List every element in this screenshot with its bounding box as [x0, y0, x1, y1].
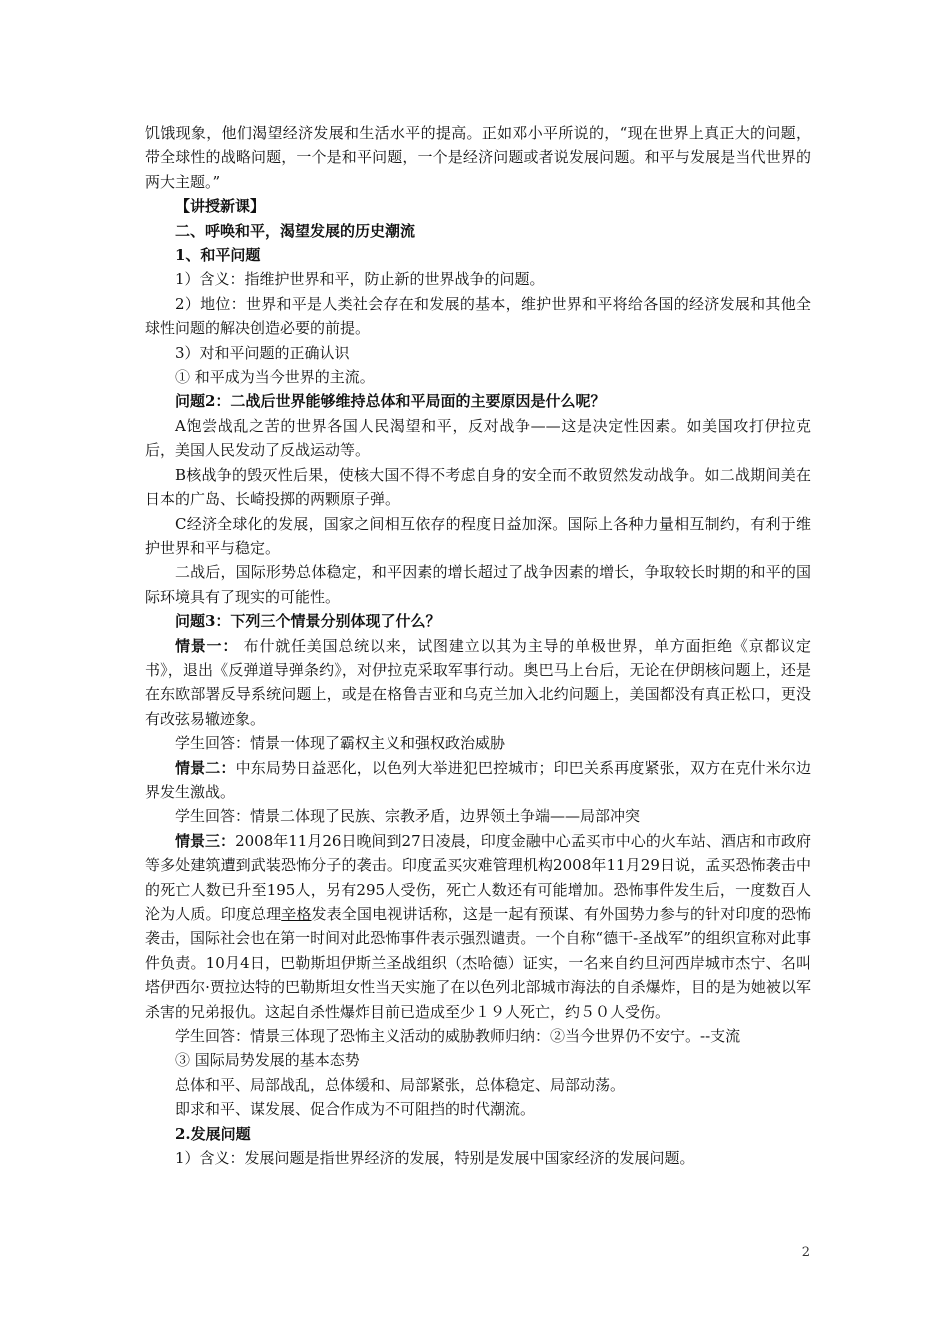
scenario-text: 发表全国电视讲话称，这是一起有预谋、有外国势力参与的针对印度的恐怖袭击，国际社会也在第一时间对此恐怖事件表示强烈谴责。一个自称“德干-圣战军”的组织宣称对此事件负责。10月4日，巴勒斯坦伊斯兰圣战组织（杰哈德）证实，一名来自约旦河西岸城市杰宁、名叫塔伊西尔·贾拉达特的巴勒斯坦女性当天实施了在以色列北部城市海法的自杀爆炸，目的是为她被以军杀害的兄弟报仇。这起自杀性爆炸目前已造成至少１９人死亡，约５０人受伤。 [145, 905, 811, 1021]
paragraph: ① 和平成为当今世界的主流。 [175, 368, 375, 387]
scenario-label: 情景二： [175, 758, 236, 777]
paragraph: 即求和平、谋发展、促合作成为不可阻挡的时代潮流。 [175, 1100, 536, 1119]
section-heading: 【讲授新课】 [175, 197, 266, 216]
scenario-label: 情景一： [175, 636, 239, 655]
underlined-name: 辛格 [281, 905, 312, 923]
page-number: 2 [801, 1245, 810, 1260]
paragraph: A饱尝战乱之苦的世界各国人民渴望和平，反对战争——这是决定性因素。如美国攻打伊拉克后，美国人民发动了反战运动等。 [145, 416, 811, 460]
paragraph: 2）地位：世界和平是人类社会存在和发展的基本，维护世界和平将给各国的经济发展和其他全球性问题的解决创造必要的前提。 [145, 294, 811, 338]
scenario-text: 布什就任美国总统以来，试图建立以其为主导的单极世界，单方面拒绝《京都议定书》，退出《反弹道导弹条约》，对伊拉克采取军事行动。奥巴马上台后，无论在伊朗核问题上，还是在东欧部署反导系统问题上，或是在格鲁吉亚和乌克兰加入北约问题上，美国都没有真正松口，更没有改弦易辙迹象。 [145, 636, 811, 728]
scenario-label: 情景三： [175, 831, 236, 850]
question-heading: 问题2：二战后世界能够维持总体和平局面的主要原因是什么呢？ [175, 392, 606, 411]
paragraph: 二战后，国际形势总体稳定，和平因素的增长超过了战争因素的增长，争取较长时期的和平的国际环境具有了现实的可能性。 [145, 563, 811, 606]
paragraph: 学生回答：情景一体现了霸权主义和强权政治威胁 [175, 734, 506, 753]
paragraph: ③ 国际局势发展的基本态势 [175, 1051, 360, 1070]
question-heading: 问题3：下列三个情景分别体现了什么？ [175, 612, 441, 631]
paragraph: 1）含义：指维护世界和平，防止新的世界战争的问题。 [175, 270, 545, 289]
document-page [145, 121, 811, 1170]
paragraph: 总体和平、局部战乱，总体缓和、局部紧张，总体稳定、局部动荡。 [175, 1075, 626, 1094]
scenario-text: 2008年11月26日晚间到27日凌晨，印度金融中心孟买市中心的火车站、酒店和市政府等多处建筑遭到武装恐怖分子的袭击。印度孟买灾难管理机构2008年11月29日说，孟买恐怖袭击中的死亡人数已升至195人，另有295人受伤，死亡人数还有可能增加。恐怖事件发生后，一度数百人沦为人质。印度总理 [145, 831, 811, 923]
paragraph: 饥饿现象，他们渴望经济发展和生活水平的提高。正如邓小平所说的，“现在世界上真正大的问题，带全球性的战略问题，一个是和平问题，一个是经济问题或者说发展问题。和平与发展是当代世界的两大主题。” [145, 124, 811, 191]
scenario-paragraph [145, 756, 811, 805]
scenario-paragraph [145, 634, 811, 732]
scenario-paragraph [145, 829, 811, 1024]
paragraph: 1）含义：发展问题是指世界经济的发展，特别是发展中国家经济的发展问题。 [175, 1149, 695, 1168]
paragraph: 学生回答：情景二体现了民族、宗教矛盾，边界领土争端——局部冲突 [175, 807, 641, 826]
scenario-text: 中东局势日益恶化，以色列大举进犯巴控城市；印巴关系再度紧张，双方在克什米尔边界发生激战。 [145, 758, 811, 801]
section-heading: 二、呼唤和平，渴望发展的历史潮流 [175, 221, 416, 240]
paragraph: C经济全球化的发展，国家之间相互依存的程度日益加深。国际上各种力量相互制约，有利于维护世界和平与稳定。 [145, 514, 811, 557]
paragraph: 学生回答：情景三体现了恐怖主义活动的威胁教师归纳：②当今世界仍不安宁。--支流 [175, 1027, 741, 1046]
section-heading: 1、和平问题 [175, 246, 261, 265]
paragraph: 3）对和平问题的正确认识 [175, 343, 350, 362]
paragraph: B核战争的毁灭性后果，使核大国不得不考虑自身的安全而不敢贸然发动战争。如二战期间美在日本的广岛、长崎投掷的两颗原子弹。 [145, 465, 811, 509]
section-heading: 2.发展问题 [175, 1124, 251, 1143]
